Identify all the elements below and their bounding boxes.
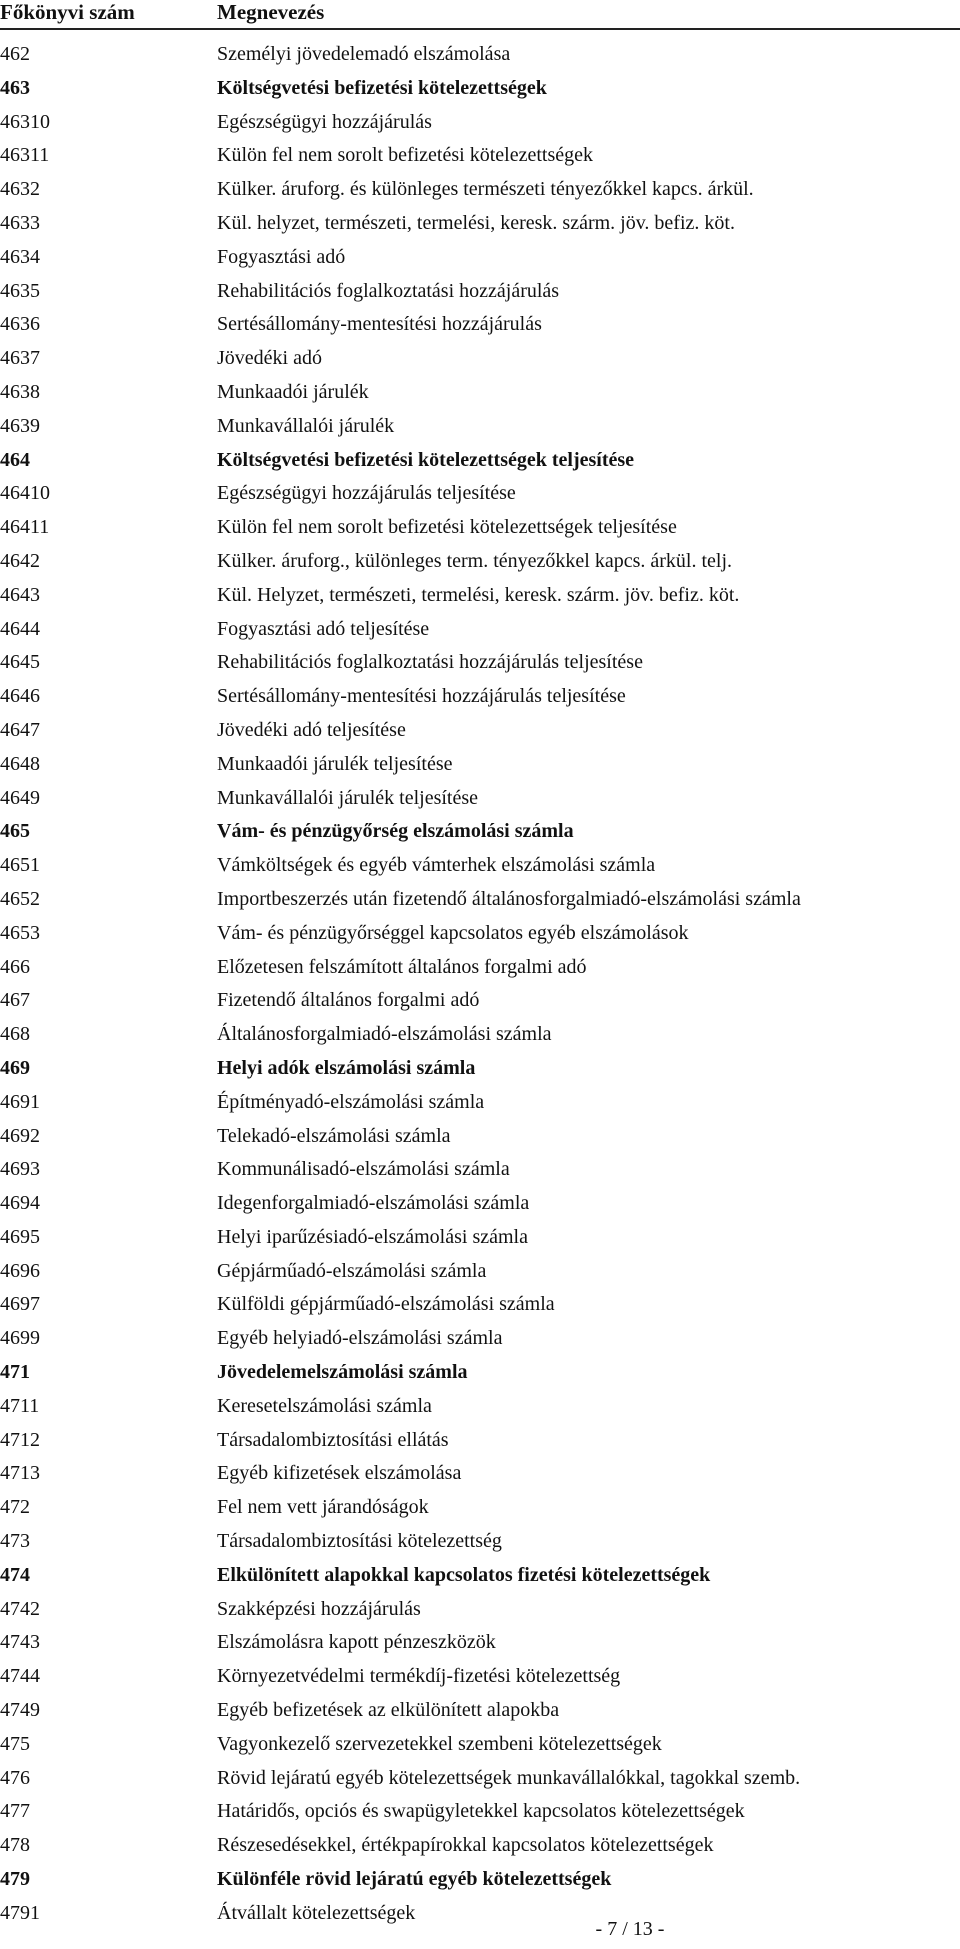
- account-code: 475: [0, 1732, 30, 1755]
- table-row: [0, 782, 960, 816]
- account-name: Gépjárműadó-elszámolási számla: [217, 1259, 487, 1282]
- table-row: [0, 714, 960, 748]
- account-code: 4633: [0, 211, 40, 234]
- account-name: Fogyasztási adó teljesítése: [217, 617, 430, 640]
- account-code: 46411: [0, 516, 50, 539]
- account-code: 46311: [0, 144, 50, 167]
- account-code: 4649: [0, 786, 40, 809]
- account-code: 467: [0, 989, 30, 1012]
- account-name: Sertésállomány-mentesítési hozzájárulás: [217, 313, 542, 336]
- account-code: 472: [0, 1496, 30, 1519]
- table-row: [0, 1525, 960, 1559]
- account-name: Vámköltségek és egyéb vámterhek elszámolási számla: [217, 854, 656, 877]
- account-code: 4632: [0, 178, 40, 201]
- account-name: Vám- és pénzügyőrséggel kapcsolatos egyéb elszámolások: [217, 921, 689, 944]
- table-row: [0, 1018, 960, 1052]
- account-code: 4645: [0, 651, 40, 674]
- table-row: [0, 410, 960, 444]
- account-code: 4634: [0, 245, 40, 268]
- table-row: [0, 72, 960, 106]
- table-row: [0, 376, 960, 410]
- account-code: 4742: [0, 1597, 40, 1620]
- account-code: 4646: [0, 685, 40, 708]
- account-code: 463: [0, 76, 30, 99]
- account-code: 4791: [0, 1901, 40, 1924]
- table-row: [0, 1795, 960, 1829]
- table-row: [0, 1424, 960, 1458]
- account-code: 4636: [0, 313, 40, 336]
- table-row: [0, 1221, 960, 1255]
- account-code: 4694: [0, 1192, 40, 1215]
- account-code: 462: [0, 43, 30, 65]
- table-row: [0, 342, 960, 376]
- table-row: [0, 444, 960, 478]
- account-name: Környezetvédelmi termékdíj-fizetési kötelezettség: [217, 1665, 621, 1688]
- table-row: [0, 951, 960, 985]
- table-row: [0, 917, 960, 951]
- table-row: [0, 1052, 960, 1086]
- table-row: [0, 1863, 960, 1897]
- account-name: Munkaadói járulék teljesítése: [217, 752, 453, 775]
- table-row: [0, 1491, 960, 1525]
- table-row: [0, 1829, 960, 1863]
- account-code: 471: [0, 1361, 30, 1384]
- account-name: Keresetelszámolási számla: [217, 1394, 432, 1417]
- account-name: Külön fel nem sorolt befizetési kötelezettségek: [217, 144, 593, 167]
- table-row: [0, 308, 960, 342]
- account-name: Személyi jövedelemadó elszámolása: [217, 43, 511, 65]
- account-name: Egészségügyi hozzájárulás: [217, 110, 432, 133]
- table-row: [0, 106, 960, 140]
- account-code: 4749: [0, 1699, 40, 1722]
- account-code: 4653: [0, 921, 40, 944]
- account-code: 468: [0, 1023, 30, 1046]
- account-code: 4642: [0, 549, 40, 572]
- account-name: Általánosforgalmiadó-elszámolási számla: [217, 1023, 552, 1046]
- account-code: 4651: [0, 854, 40, 877]
- account-code: 4696: [0, 1259, 40, 1282]
- account-name: Szakképzési hozzájárulás: [217, 1597, 421, 1620]
- account-name: Külön fel nem sorolt befizetési kötelezettségek teljesítése: [217, 516, 677, 539]
- account-name: Társadalombiztosítási kötelezettség: [217, 1530, 502, 1553]
- account-name: Fizetendő általános forgalmi adó: [217, 989, 480, 1012]
- table-row: [0, 1086, 960, 1120]
- table-row: [0, 680, 960, 714]
- account-code: 4699: [0, 1327, 40, 1350]
- account-name: Társadalombiztosítási ellátás: [217, 1428, 449, 1451]
- table-row: [0, 984, 960, 1018]
- account-name: Külker. áruforg. és különleges természeti tényezőkkel kapcs. árkül.: [217, 178, 754, 201]
- account-name: Rövid lejáratú egyéb kötelezettségek munkavállalókkal, tagokkal szemb.: [217, 1766, 801, 1789]
- table-row: [0, 1762, 960, 1796]
- table-row: [0, 1694, 960, 1728]
- account-code: 4713: [0, 1462, 40, 1485]
- table-row: [0, 883, 960, 917]
- account-code: 4712: [0, 1428, 40, 1451]
- account-name: Jövedéki adó teljesítése: [217, 718, 406, 741]
- table-row: [0, 1288, 960, 1322]
- account-name: Helyi adók elszámolási számla: [217, 1056, 476, 1079]
- account-code: 4743: [0, 1631, 40, 1654]
- account-code: 4652: [0, 887, 40, 910]
- account-name: Rehabilitációs foglalkoztatási hozzájárulás: [217, 279, 560, 302]
- account-name: Sertésállomány-mentesítési hozzájárulás teljesítése: [217, 685, 626, 708]
- account-code: 476: [0, 1766, 30, 1789]
- table-row: [0, 241, 960, 275]
- account-code: 4644: [0, 617, 40, 640]
- account-name: Részesedésekkel, értékpapírokkal kapcsolatos kötelezettségek: [217, 1834, 714, 1857]
- table-row: [0, 1390, 960, 1424]
- account-name: Telekadó-elszámolási számla: [217, 1124, 451, 1147]
- account-name: Egyéb helyiadó-elszámolási számla: [217, 1327, 503, 1350]
- table-row: [0, 1255, 960, 1289]
- account-code: 4638: [0, 380, 40, 403]
- table-row: [0, 1660, 960, 1694]
- table-row: [0, 173, 960, 207]
- account-name: Munkaadói járulék: [217, 380, 369, 403]
- account-code: 473: [0, 1530, 30, 1553]
- account-code: 465: [0, 820, 30, 843]
- table-row: [0, 38, 960, 72]
- account-name: Elszámolásra kapott pénzeszközök: [217, 1631, 496, 1654]
- table-row: [0, 1322, 960, 1356]
- table-row: [0, 1457, 960, 1491]
- account-name: Vám- és pénzügyőrség elszámolási számla: [217, 820, 574, 843]
- account-code: 4744: [0, 1665, 40, 1688]
- account-code: 4711: [0, 1394, 40, 1417]
- account-name: Kommunálisadó-elszámolási számla: [217, 1158, 510, 1181]
- account-name: Határidős, opciós és swapügyletekkel kapcsolatos kötelezettségek: [217, 1800, 745, 1823]
- account-name: Költségvetési befizetési kötelezettségek teljesítése: [217, 448, 635, 471]
- account-name: Egészségügyi hozzájárulás teljesítése: [217, 482, 516, 505]
- table-row: [0, 1120, 960, 1154]
- account-code: 4637: [0, 347, 40, 370]
- account-code: 479: [0, 1868, 30, 1891]
- account-code: 466: [0, 955, 30, 978]
- account-code: 4693: [0, 1158, 40, 1181]
- account-name: Külföldi gépjárműadó-elszámolási számla: [217, 1293, 555, 1316]
- account-code: 4635: [0, 279, 40, 302]
- table-row: [0, 1626, 960, 1660]
- account-code: 4695: [0, 1225, 40, 1248]
- account-code: 4697: [0, 1293, 40, 1316]
- account-code: 464: [0, 448, 30, 471]
- account-name: Különféle rövid lejáratú egyéb kötelezettségek: [217, 1868, 612, 1891]
- account-name: Költségvetési befizetési kötelezettségek: [217, 76, 547, 99]
- table-row: [0, 545, 960, 579]
- account-code: 4648: [0, 752, 40, 775]
- table-row: [0, 1356, 960, 1390]
- account-code: 469: [0, 1056, 30, 1079]
- account-name: Jövedéki adó: [217, 347, 322, 370]
- table-row: [0, 1559, 960, 1593]
- table-row: [0, 815, 960, 849]
- table-row: [0, 613, 960, 647]
- table-row: [0, 207, 960, 241]
- column-header-name: Megnevezés: [217, 0, 325, 24]
- account-name: Munkavállalói járulék teljesítése: [217, 786, 479, 809]
- table-row: [0, 748, 960, 782]
- account-code: 478: [0, 1834, 30, 1857]
- account-name: Átvállalt kötelezettségek: [217, 1901, 416, 1924]
- table-row: [0, 511, 960, 545]
- account-code: 46410: [0, 482, 50, 505]
- table-row: [0, 1728, 960, 1762]
- account-name: Helyi iparűzésiadó-elszámolási számla: [217, 1225, 528, 1248]
- account-name: Előzetesen felszámított általános forgalmi adó: [217, 955, 587, 978]
- table-row: [0, 275, 960, 309]
- account-name: Egyéb befizetések az elkülönített alapokba: [217, 1699, 560, 1722]
- table-row: [0, 646, 960, 680]
- account-code: 4643: [0, 583, 40, 606]
- account-table: [0, 38, 960, 1931]
- account-code: 4691: [0, 1090, 40, 1113]
- table-row: [0, 1187, 960, 1221]
- table-row: [0, 1153, 960, 1187]
- account-code: 46310: [0, 110, 50, 133]
- account-name: Kül. Helyzet, természeti, termelési, keresk. szárm. jöv. befiz. köt.: [217, 583, 740, 606]
- table-row: [0, 477, 960, 511]
- table-row: [0, 139, 960, 173]
- table-header: [0, 0, 960, 30]
- account-code: 4647: [0, 718, 40, 741]
- account-name: Idegenforgalmiadó-elszámolási számla: [217, 1192, 530, 1215]
- account-code: 4692: [0, 1124, 40, 1147]
- table-row: [0, 1593, 960, 1627]
- column-header-code: Főkönyvi szám: [0, 0, 135, 24]
- account-name: Kül. helyzet, természeti, termelési, keresk. szárm. jöv. befiz. köt.: [217, 211, 735, 234]
- account-name: Jövedelemelszámolási számla: [217, 1361, 468, 1384]
- account-name: Elkülönített alapokkal kapcsolatos fizetési kötelezettségek: [217, 1563, 711, 1586]
- page-number: - 7 / 13 -: [595, 1918, 665, 1940]
- account-name: Fel nem vett járandóságok: [217, 1496, 429, 1519]
- account-code: 474: [0, 1563, 30, 1586]
- account-code: 4639: [0, 414, 40, 437]
- account-name: Importbeszerzés után fizetendő általánosforgalmiadó-elszámolási számla: [217, 887, 801, 910]
- account-name: Vagyonkezelő szervezetekkel szembeni kötelezettségek: [217, 1732, 662, 1755]
- account-code: 477: [0, 1800, 30, 1823]
- account-name: Külker. áruforg., különleges term. tényezőkkel kapcs. árkül. telj.: [217, 549, 733, 572]
- account-name: Egyéb kifizetések elszámolása: [217, 1462, 462, 1485]
- account-name: Fogyasztási adó: [217, 245, 346, 268]
- table-row: [0, 849, 960, 883]
- account-name: Munkavállalói járulék: [217, 414, 395, 437]
- account-name: Építményadó-elszámolási számla: [217, 1090, 485, 1113]
- account-name: Rehabilitációs foglalkoztatási hozzájárulás teljesítése: [217, 651, 643, 674]
- table-row: [0, 579, 960, 613]
